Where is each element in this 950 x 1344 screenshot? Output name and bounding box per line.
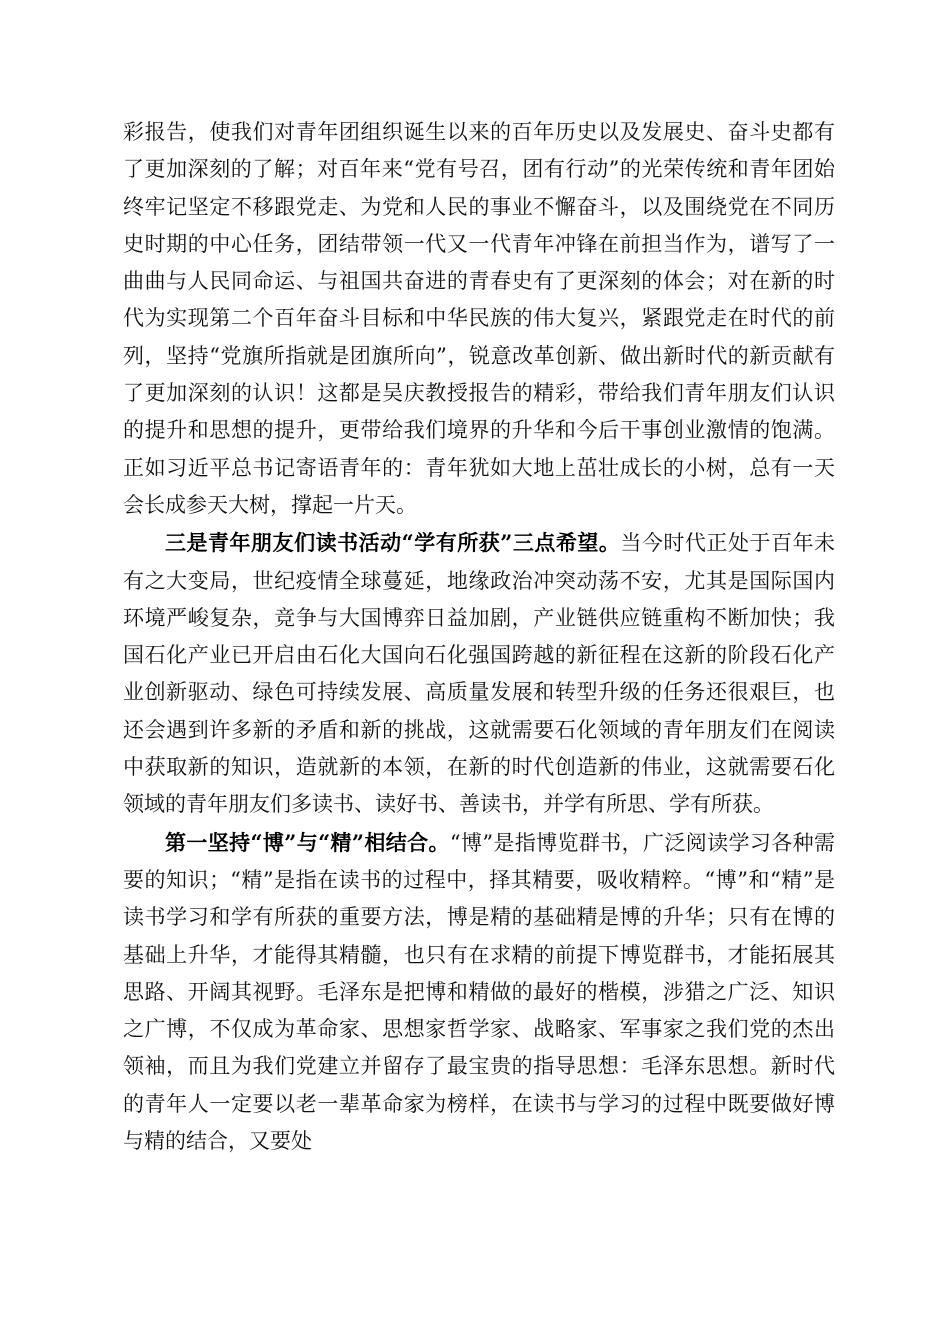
- paragraph-heading: 三是青年朋友们读书活动“学有所获”三点希望。: [165, 530, 621, 556]
- paragraph-continuation: [123, 114, 835, 524]
- paragraph-breadth-and-depth: [123, 824, 835, 1161]
- paragraph-heading: 第一坚持“博”与“精”相结合。: [165, 829, 450, 855]
- paragraph-text: 当今时代正处于百年未有之大变局，世纪疫情全球蔓延，地缘政治冲突动荡不安，尤其是国际国内环境严峻复杂，竞争与大国博弈日益加剧，产业链供应链重构不断加快；我国石化产业已开启由石化大国向石化强国跨越的新征程在这新的阶段石化产业创新驱动、绿色可持续发展、高质量发展和转型升级的任务还很艰巨，也还会遇到许多新的矛盾和新的挑战，这就需要石化领域的青年朋友们在阅读中获取新的知识，造就新的本领，在新的时代创造新的伟业，这就需要石化领域的青年朋友们多读书、读好书、善读书，并学有所思、学有所获。: [123, 531, 835, 817]
- paragraph-text: “博”是指博览群书，广泛阅读学习各种需要的知识；“精”是指在读书的过程中，择其精要，吸收精粹。“博”和“精”是读书学习和学有所获的重要方法，博是精的基础精是博的升华；只有在博的基础上升华，才能得其精髓，也只有在求精的前提下博览群书，才能拓展其思路、开阔其视野。毛泽东是把博和精做的最好的楷模，涉猎之广泛、知识之广博，不仅成为革命家、思想家哲学家、战略家、军事家之我们党的杰出领袖，而且为我们党建立并留存了最宝贵的指导思想：毛泽东思想。新时代的青年人一定要以老一辈革命家为榜样，在读书与学习的过程中既要做好博与精的结合，又要处: [123, 830, 835, 1154]
- paragraph-text: 彩报告，使我们对青年团组织诞生以来的百年历史以及发展史、奋斗史都有了更加深刻的了解；对百年来“党有号召，团有行动”的光荣传统和青年团始终牢记坚定不移跟党走、为党和人民的事业不懈奋斗，以及围绕党在不同历史时期的中心任务，团结带领一代又一代青年冲锋在前担当作为，谱写了一曲曲与人民同命运、与祖国共奋进的青春史有了更深刻的体会；对在新的时代为实现第二个百年奋斗目标和中华民族的伟大复兴，紧跟党走在时代的前列，坚持“党旗所指就是团旗所向”，锐意改革创新、做出新时代的新贡献有了更加深刻的认识！这都是吴庆教授报告的精彩，带给我们青年朋友们认识的提升和思想的提升，更带给我们境界的升华和今后干事创业激情的饱满。正如习近平总书记寄语青年的：青年犹如大地上茁壮成长的小树，总有一天会长成参天大树，撑起一片天。: [123, 120, 835, 517]
- document-body: [123, 114, 835, 1160]
- paragraph-hope-three-points: [123, 524, 835, 823]
